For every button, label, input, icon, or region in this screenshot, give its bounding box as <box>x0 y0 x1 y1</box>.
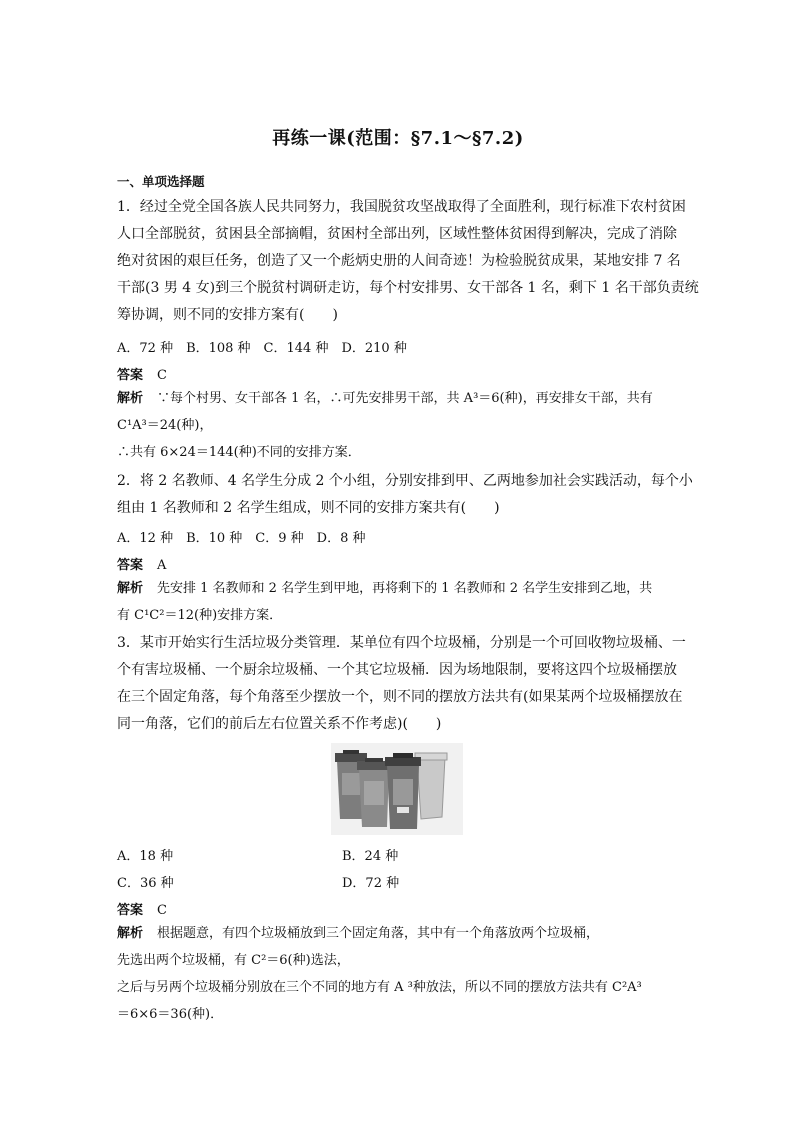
analysis-line: 根据题意，有四个垃圾桶放到三个固定角落，其中有一个角落放两个垃圾桶， <box>157 926 600 941</box>
question-line: 干部(3 男 4 女)到三个脱贫村调研走访，每个村安排男、女干部各 1 名，剩下 1 名干部负责统 <box>117 280 699 296</box>
question-line: 绝对贫困的艰巨任务，创造了又一个彪炳史册的人间奇迹！为检验脱贫成果，某地安排 7 名 <box>117 253 681 269</box>
question-3-choice-c: C．36 种 <box>117 876 174 891</box>
question-1-analysis <box>117 385 679 466</box>
question-line: 人口全部脱贫，贫困县全部摘帽，贫困村全部出列，区域性整体贫困得到解决，完成了消除 <box>117 226 677 242</box>
analysis-line: 先选出两个垃圾桶，有 C²＝6(种)选法， <box>117 953 350 968</box>
section-heading: 一、单项选择题 <box>117 174 205 189</box>
question-1-answer <box>117 364 167 383</box>
question-1-choices: A．72 种 B．108 种 C．144 种 D．210 种 <box>117 341 407 356</box>
analysis-line: 有 C¹C²＝12(种)安排方案． <box>117 608 283 623</box>
question-3-choice-d: D．72 种 <box>342 876 400 891</box>
question-3-choice-a: A．18 种 <box>117 849 174 864</box>
analysis-line: ＝6×6＝36(种)． <box>117 1007 224 1022</box>
answer-value: A <box>157 558 167 573</box>
answer-value: C <box>157 903 167 918</box>
question-line: 1．经过全党全国各族人民共同努力，我国脱贫攻坚战取得了全面胜利，现行标准下农村贫困 <box>117 199 686 215</box>
analysis-label: 解析 <box>117 581 144 596</box>
analysis-line: C¹A³＝24(种)， <box>117 418 213 433</box>
question-3-choice-b: B．24 种 <box>342 849 399 864</box>
page-title: 再练一课(范围：§7.1～§7.2) <box>272 128 524 149</box>
question-line: 筹协调，则不同的安排方案有( ) <box>117 307 338 323</box>
question-line: 同一角落，它们的前后左右位置关系不作考虑)( ) <box>117 716 442 732</box>
question-2-analysis <box>117 575 679 629</box>
analysis-label: 解析 <box>117 391 144 406</box>
question-2-answer <box>117 554 166 573</box>
question-line: 个有害垃圾桶、一个厨余垃圾桶、一个其它垃圾桶．因为场地限制，要将这四个垃圾桶摆放 <box>117 662 677 678</box>
question-3-analysis <box>117 920 679 1028</box>
analysis-line: ∵每个村男、女干部各 1 名，∴可先安排男干部，共 A³＝6(种)，再安排女干部，共有 <box>157 391 653 406</box>
question-2-choices: A．12 种 B．10 种 C．9 种 D．8 种 <box>117 531 366 546</box>
question-2 <box>117 468 693 522</box>
answer-label: 答案 <box>117 903 144 918</box>
garbage-bins-figure <box>331 743 463 835</box>
question-line: 在三个固定角落，每个角落至少摆放一个，则不同的摆放方法共有(如果某两个垃圾桶摆放在 <box>117 689 683 705</box>
question-line: 3．某市开始实行生活垃圾分类管理．某单位有四个垃圾桶，分别是一个可回收物垃圾桶、一 <box>117 635 686 651</box>
question-1 <box>117 194 699 329</box>
question-line: 2．将 2 名教师、4 名学生分成 2 个小组，分别安排到甲、乙两地参加社会实践活动，每个小 <box>117 473 693 489</box>
analysis-label: 解析 <box>117 926 144 941</box>
analysis-line: ∴共有 6×24＝144(种)不同的安排方案． <box>117 445 361 460</box>
answer-label: 答案 <box>117 558 144 573</box>
garbage-bins-icon <box>331 743 463 835</box>
analysis-line: 先安排 1 名教师和 2 名学生到甲地，再将剩下的 1 名教师和 2 名学生安排到乙地，共 <box>157 581 653 596</box>
answer-label: 答案 <box>117 368 144 383</box>
question-3-answer <box>117 899 167 918</box>
analysis-line: 之后与另两个垃圾桶分别放在三个不同的地方有 A ³种放法，所以不同的摆放方法共有 C²A³ <box>117 980 642 995</box>
question-line: 组由 1 名教师和 2 名学生组成，则不同的安排方案共有( ) <box>117 500 500 516</box>
answer-value: C <box>157 368 167 383</box>
question-3 <box>117 630 686 738</box>
